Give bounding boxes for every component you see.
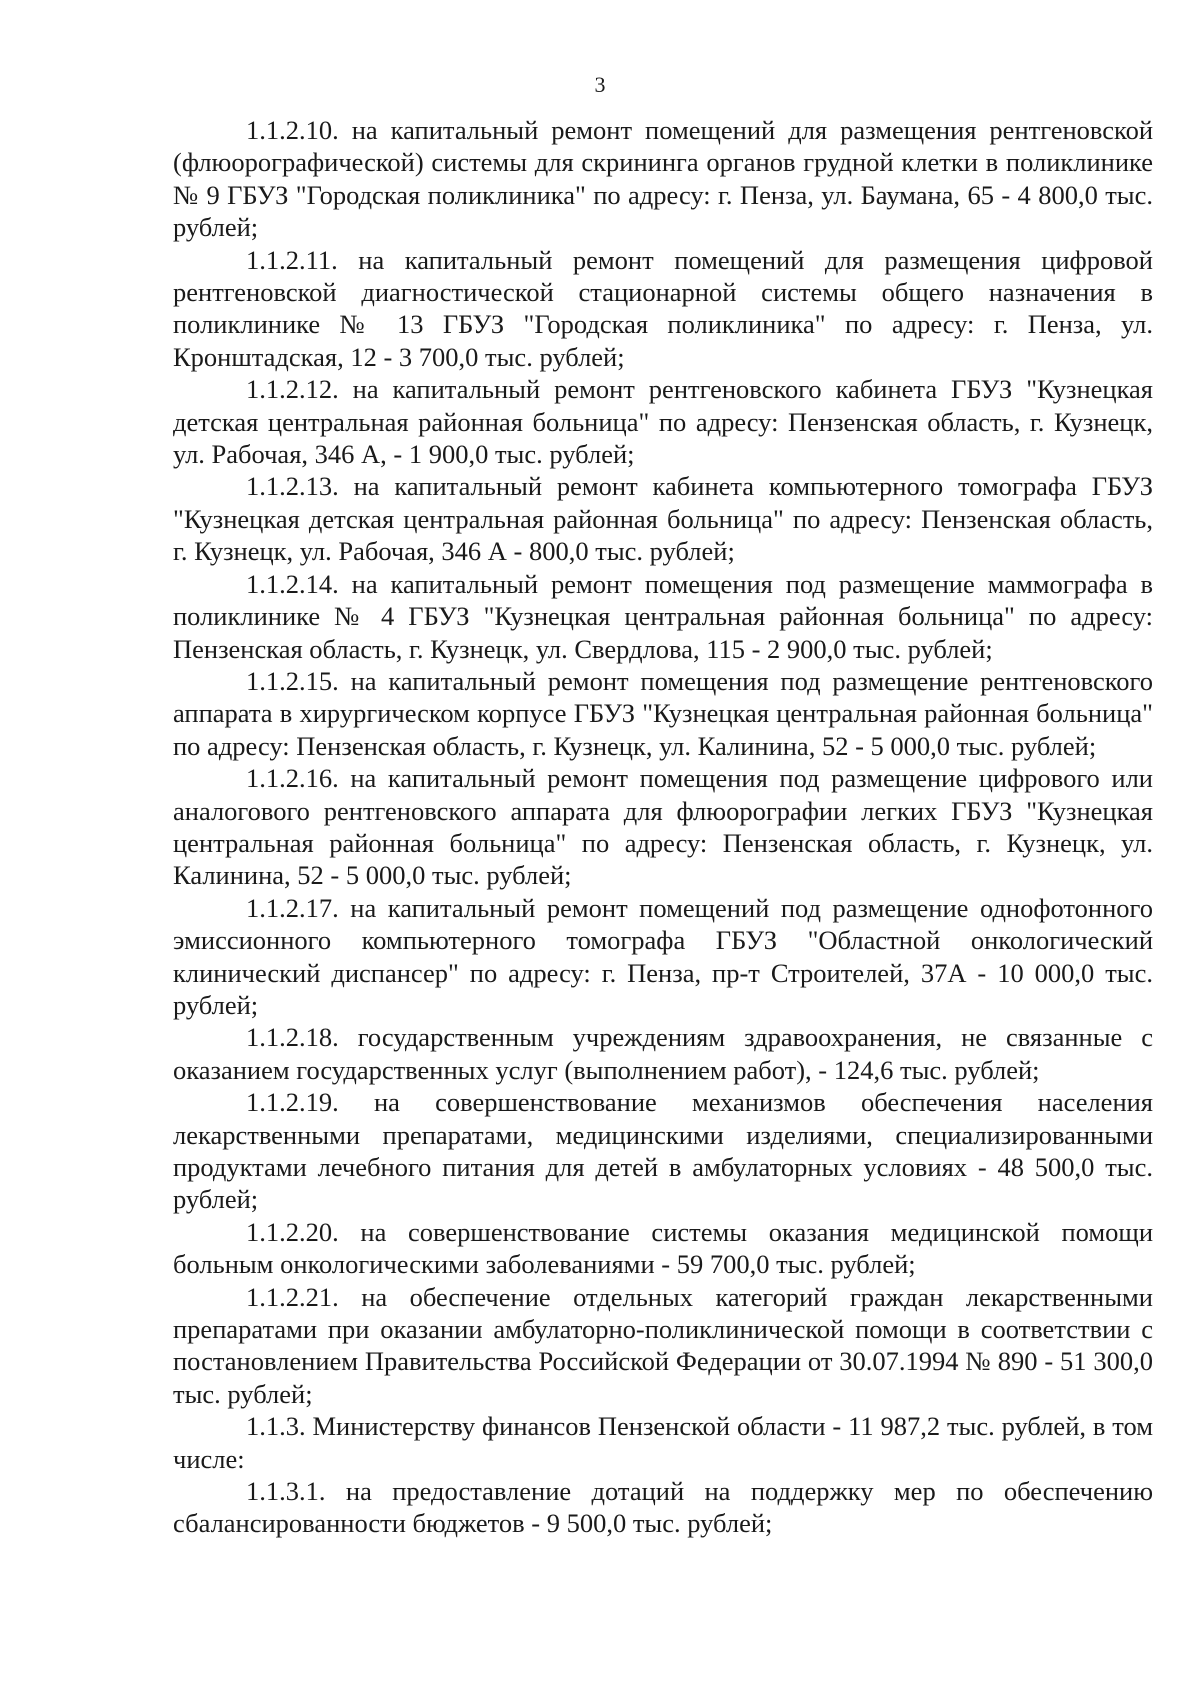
paragraph-1-1-2-17: 1.1.2.17. на капитальный ремонт помещений под размещение однофотонного эмиссионного компьютерного томографа ГБУЗ "Областной онкологический клинический диспансер" по адресу: г. Пенза, пр-т Строителей, 37А - 10 000,0 тыс. рублей; xyxy=(173,892,1153,1020)
paragraph-1-1-2-18: 1.1.2.18. государственным учреждениям здравоохранения, не связанные с оказанием государственных услуг (выполнением работ), - 124,6 тыс. рублей; xyxy=(173,1022,1153,1085)
paragraph-1-1-2-11: 1.1.2.11. на капитальный ремонт помещений для размещения цифровой рентгеновской диагностической стационарной системы общего назначения в поликлинике № 13 ГБУЗ "Городская поликлиника" по адресу: г. Пенза, ул. Кронштадская, 12 - 3 700,0 тыс. рублей; xyxy=(173,244,1153,372)
paragraph-1-1-2-16: 1.1.2.16. на капитальный ремонт помещения под размещение цифрового или аналогового рентгеновского аппарата для флюорографии легких ГБУЗ "Кузнецкая центральная районная больница" по адресу: Пензенская область, г. Кузнецк, ул. Калинина, 52 - 5 000,0 тыс. рублей; xyxy=(173,763,1153,891)
document-body xyxy=(173,114,1153,1540)
paragraph-1-1-3: 1.1.3. Министерству финансов Пензенской области - 11 987,2 тыс. рублей, в том числе: xyxy=(173,1411,1153,1474)
paragraph-1-1-2-13: 1.1.2.13. на капитальный ремонт кабинета компьютерного томографа ГБУЗ "Кузнецкая детская центральная районная больница" по адресу: Пензенская область, г. Кузнецк, ул. Рабочая, 346 А - 800,0 тыс. рублей; xyxy=(173,471,1153,567)
paragraph-1-1-2-10: 1.1.2.10. на капитальный ремонт помещений для размещения рентгеновской (флюорографической) системы для скрининга органов грудной клетки в поликлинике № 9 ГБУЗ "Городская поликлиника" по адресу: г. Пенза, ул. Баумана, 65 - 4 800,0 тыс. рублей; xyxy=(173,115,1153,243)
paragraph-1-1-3-1: 1.1.3.1. на предоставление дотаций на поддержку мер по обеспечению сбалансированности бюджетов - 9 500,0 тыс. рублей; xyxy=(173,1476,1153,1539)
paragraph-1-1-2-20: 1.1.2.20. на совершенствование системы оказания медицинской помощи больным онкологическими заболеваниями - 59 700,0 тыс. рублей; xyxy=(173,1216,1153,1280)
paragraph-1-1-2-14: 1.1.2.14. на капитальный ремонт помещения под размещение маммографа в поликлинике № 4 ГБУЗ "Кузнецкая центральная районная больница" по адресу: Пензенская область, г. Кузнецк, ул. Свердлова, 115 - 2 900,0 тыс. рублей; xyxy=(173,568,1153,664)
paragraph-1-1-2-19: 1.1.2.19. на совершенствование механизмов обеспечения населения лекарственными препаратами, медицинскими изделиями, специализированными продуктами лечебного питания для детей в амбулаторных условиях - 48 500,0 тыс. рублей; xyxy=(173,1087,1153,1215)
paragraph-1-1-2-15: 1.1.2.15. на капитальный ремонт помещения под размещение рентгеновского аппарата в хирургическом корпусе ГБУЗ "Кузнецкая центральная районная больница" по адресу: Пензенская область, г. Кузнецк, ул. Калинина, 52 - 5 000,0 тыс. рублей; xyxy=(173,665,1153,761)
page-number: 3 xyxy=(594,72,606,97)
paragraph-1-1-2-21: 1.1.2.21. на обеспечение отдельных категорий граждан лекарственными препаратами при оказании амбулаторно-поликлинической помощи в соответствии с постановлением Правительства Российской Федерации от 30.07.1994 № 890 - 51 300,0 тыс. рублей; xyxy=(173,1281,1153,1409)
paragraph-1-1-2-12: 1.1.2.12. на капитальный ремонт рентгеновского кабинета ГБУЗ "Кузнецкая детская центральная районная больница" по адресу: Пензенская область, г. Кузнецк, ул. Рабочая, 346 А, - 1 900,0 тыс. рублей; xyxy=(173,374,1153,470)
